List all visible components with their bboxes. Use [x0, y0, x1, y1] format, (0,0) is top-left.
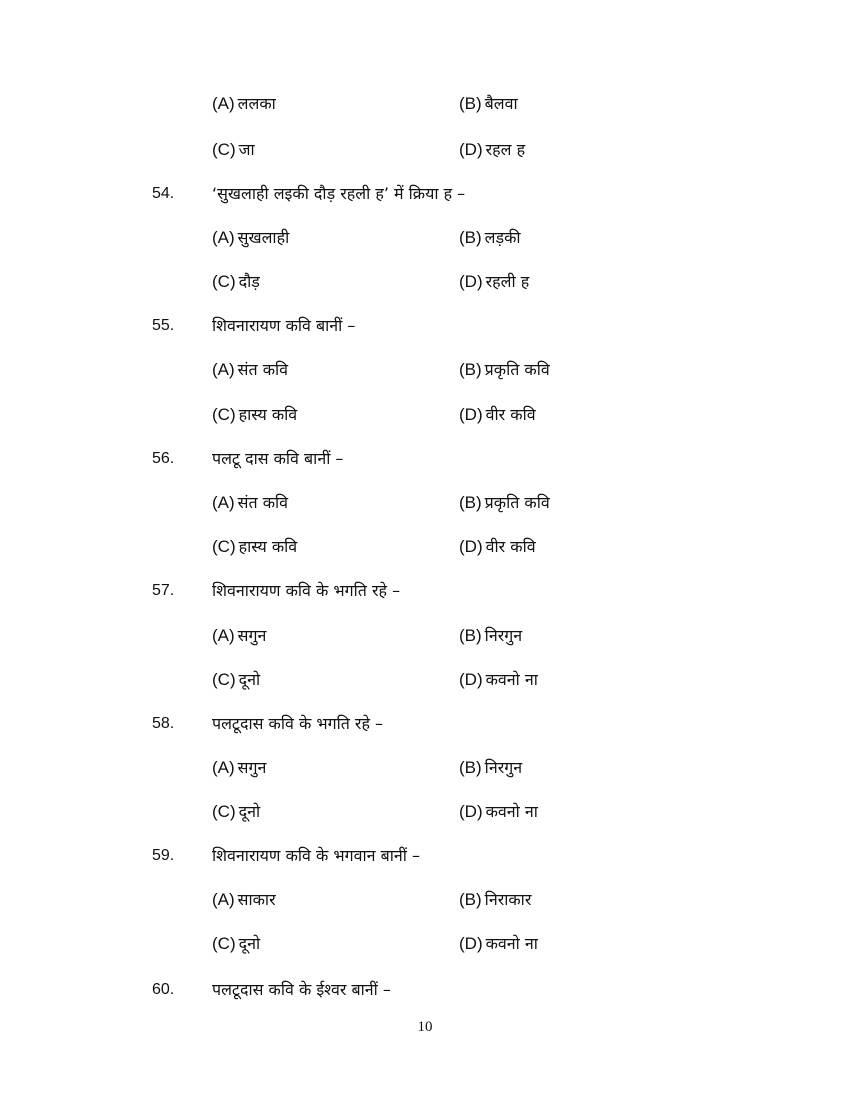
options-row-53-ab — [0, 89, 850, 119]
options-row-58-ab — [0, 753, 850, 783]
question-text: शिवनारायण कवि के भगवान बानीं – — [212, 846, 421, 865]
question-60 — [0, 975, 850, 1005]
question-55 — [0, 311, 850, 341]
option-55-c: (C) हास्य कवि — [212, 405, 298, 424]
question-56 — [0, 444, 850, 474]
option-58-b: (B) निरगुन — [459, 758, 523, 777]
question-text: शिवनारायण कवि के भगति रहे – — [212, 581, 401, 600]
question-number: 54. — [152, 185, 175, 202]
question-number: 55. — [152, 317, 175, 334]
option-59-a: (A) साकार — [212, 890, 276, 909]
question-number: 59. — [152, 847, 175, 864]
option-59-b: (B) निराकार — [459, 890, 532, 909]
question-text: पलटूदास कवि के ईश्वर बानीं – — [212, 980, 391, 999]
option-56-d: (D) वीर कवि — [459, 537, 536, 556]
options-row-54-cd — [0, 267, 850, 297]
option-58-a: (A) सगुन — [212, 758, 267, 777]
option-57-a: (A) सगुन — [212, 626, 267, 645]
options-row-53-cd — [0, 135, 850, 165]
option-53-d: (D) रहल ह — [459, 140, 526, 159]
option-58-d: (D) कवनो ना — [459, 802, 538, 821]
option-59-d: (D) कवनो ना — [459, 934, 538, 953]
option-56-c: (C) हास्य कवि — [212, 537, 298, 556]
option-54-a: (A) सुखलाही — [212, 228, 290, 247]
question-58 — [0, 709, 850, 739]
options-row-54-ab — [0, 223, 850, 253]
option-55-b: (B) प्रकृति कवि — [459, 360, 550, 379]
options-row-55-cd — [0, 400, 850, 430]
question-54 — [0, 179, 850, 209]
question-text: ‘सुखलाही लइकी दौड़ रहली ह’ में क्रिया ह – — [212, 184, 466, 203]
option-54-d: (D) रहली ह — [459, 272, 530, 291]
question-text: पलटूदास कवि के भगति रहे – — [212, 714, 384, 733]
question-59 — [0, 841, 850, 871]
option-54-c: (C) दौड़ — [212, 272, 260, 291]
options-row-55-ab — [0, 355, 850, 385]
question-57 — [0, 576, 850, 606]
options-row-59-cd — [0, 929, 850, 959]
question-number: 60. — [152, 981, 175, 998]
page-number: 10 — [417, 1019, 433, 1035]
question-number: 57. — [152, 582, 175, 599]
options-row-57-ab — [0, 621, 850, 651]
option-55-a: (A) संत कवि — [212, 360, 289, 379]
question-text: शिवनारायण कवि बानीं – — [212, 316, 356, 335]
options-row-58-cd — [0, 797, 850, 827]
option-53-b: (B) बैलवा — [459, 94, 518, 113]
option-57-b: (B) निरगुन — [459, 626, 523, 645]
option-56-b: (B) प्रकृति कवि — [459, 493, 550, 512]
question-text: पलटू दास कवि बानीं – — [212, 449, 344, 468]
option-58-c: (C) दूनो — [212, 802, 261, 821]
options-row-56-ab — [0, 488, 850, 518]
option-59-c: (C) दूनो — [212, 934, 261, 953]
option-54-b: (B) लड़की — [459, 228, 521, 247]
options-row-59-ab — [0, 885, 850, 915]
question-number: 56. — [152, 450, 175, 467]
option-53-a: (A) ललका — [212, 94, 276, 113]
option-57-d: (D) कवनो ना — [459, 670, 538, 689]
options-row-56-cd — [0, 532, 850, 562]
option-55-d: (D) वीर कवि — [459, 405, 536, 424]
option-57-c: (C) दूनो — [212, 670, 261, 689]
options-row-57-cd — [0, 665, 850, 695]
option-53-c: (C) जा — [212, 140, 255, 159]
question-number: 58. — [152, 715, 175, 732]
option-56-a: (A) संत कवि — [212, 493, 289, 512]
